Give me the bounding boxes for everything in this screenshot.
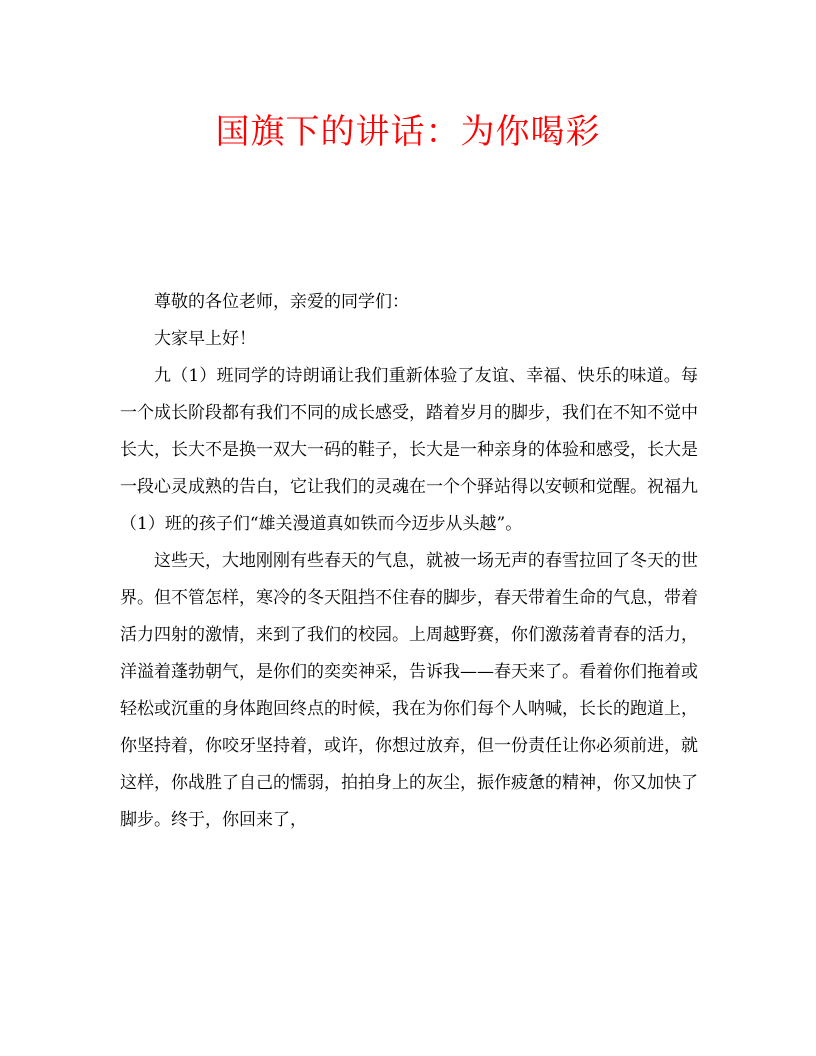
body-paragraph-2: 这些天，大地刚刚有些春天的气息，就被一场无声的春雪拉回了冬天的世界。但不管怎样，寒冷的冬天阻挡不住春的脚步，春天带着生命的气息，带着活力四射的激情，来到了我们的校园。上周越野赛，你们激荡着青春的活力，洋溢着蓬勃朝气，是你们的奕奕神采，告诉我——春天来了。看着你们拖着或轻松或沉重的身体跑回终点的时候，我在为你们每个人呐喊，长长的跑道上，你坚持着，你咬牙坚持着，或许，你想过放弃，但一份责任让你必须前进，就这样，你战胜了自己的懦弱，拍拍身上的灰尘，振作疲惫的精神，你又加快了脚步。终于，你回来了， bbox=[120, 551, 698, 830]
salutation-line: 大家早上好！ bbox=[154, 329, 256, 349]
document-title: 国旗下的讲话：为你喝彩 bbox=[215, 112, 601, 152]
body-paragraph-1: 九（1）班同学的诗朗诵让我们重新体验了友谊、幸福、快乐的味道。每一个成长阶段都有我们不同的成长感受，踏着岁月的脚步，我们在不知不觉中长大，长大不是换一双大一码的鞋子，长大是一种亲身的体验和感受，长大是一段心灵成熟的告白，它让我们的灵魂在一个个驿站得以安顿和觉醒。祝福九（1）班的孩子们“雄关漫道真如铁而今迈步从头越”。 bbox=[120, 366, 698, 534]
document-body bbox=[120, 284, 698, 839]
greeting-line: 尊敬的各位老师，亲爱的同学们： bbox=[154, 292, 409, 312]
